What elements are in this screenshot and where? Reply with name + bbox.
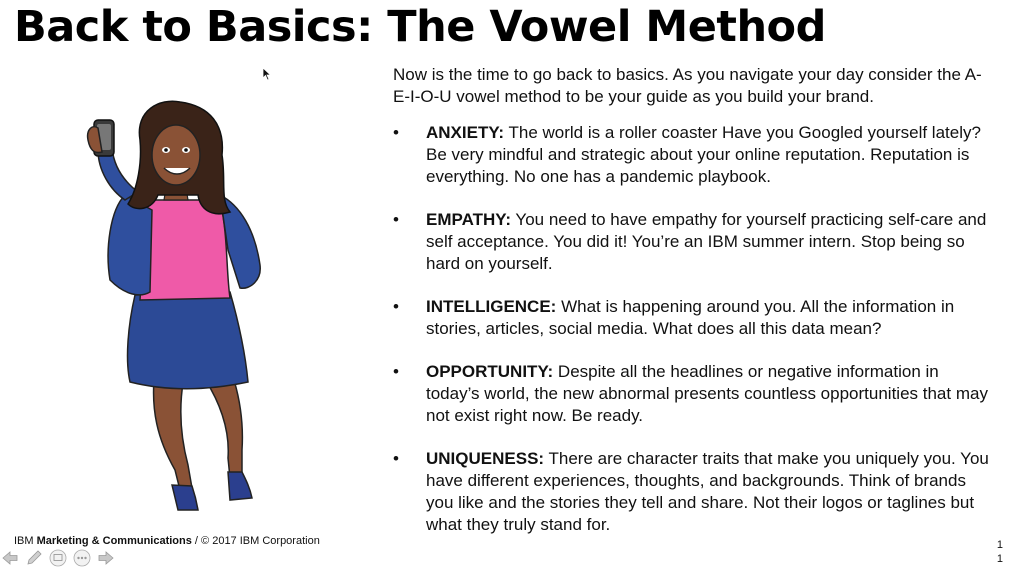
slide-number — [997, 538, 1003, 566]
more-options-button[interactable] — [72, 548, 92, 568]
previous-slide-button[interactable] — [0, 548, 20, 568]
slides-icon — [49, 549, 67, 567]
bullet-text: There are character traits that make you uniquely you. You have different experiences, thoughts, and backgrounds. Think of brands you like and the stories they tell and share. Not their logos or taglines but what they truly stand for. — [426, 449, 989, 534]
pen-icon — [25, 549, 43, 567]
bullet-opportunity — [393, 361, 993, 427]
bullet-term: OPPORTUNITY: — [426, 362, 554, 381]
slide-title: Back to Basics: The Vowel Method — [14, 2, 826, 52]
bullet-term: INTELLIGENCE: — [426, 297, 557, 316]
bullet-text: Despite all the headlines or negative information in today’s world, the new abnormal presents countless opportunities that may not exist right now. Be ready. — [426, 362, 988, 425]
bullet-glyph: • — [393, 362, 399, 381]
bullet-term: EMPATHY: — [426, 210, 511, 229]
vowel-bullet-list — [393, 122, 993, 536]
slide-number-line: 1 — [996, 539, 1003, 551]
bullet-glyph: • — [393, 449, 399, 468]
bullet-glyph: • — [393, 210, 399, 229]
bullet-term: ANXIETY: — [426, 123, 505, 142]
slide-footer — [14, 535, 320, 547]
pen-tool-button[interactable] — [24, 548, 44, 568]
bullet-glyph: • — [393, 123, 399, 142]
bullet-intelligence — [393, 296, 993, 340]
bullet-text: What is happening around you. All the information in stories, articles, social media. What does all this data mean? — [426, 297, 955, 338]
slide-body — [393, 64, 993, 557]
more-icon — [73, 549, 91, 567]
footer-department: Marketing & Communications — [36, 535, 192, 547]
businesswoman-illustration — [80, 100, 290, 520]
bullet-anxiety — [393, 122, 993, 188]
see-all-slides-button[interactable] — [48, 548, 68, 568]
bullet-term: UNIQUENESS: — [426, 449, 545, 468]
bullet-text: You need to have empathy for yourself practicing self-care and self acceptance. You did it! You’re an IBM summer intern. Stop being so hard on yourself. — [426, 210, 987, 273]
slide-number-line: 1 — [996, 553, 1003, 565]
footer-copyright: / © 2017 IBM Corporation — [191, 535, 320, 547]
bullet-uniqueness — [393, 448, 993, 536]
footer-brand: IBM — [14, 535, 34, 547]
presentation-toolbar — [0, 548, 116, 568]
bullet-glyph: • — [393, 297, 399, 316]
bullet-empathy — [393, 209, 993, 275]
mouse-cursor-icon — [262, 67, 272, 81]
bullet-text: The world is a roller coaster Have you Googled yourself lately? Be very mindful and strategic about your online reputation. Reputation is everything. No one has a pandemic playbook. — [426, 123, 981, 186]
forward-arrow-icon — [97, 550, 115, 566]
next-slide-button[interactable] — [96, 548, 116, 568]
intro-paragraph: Now is the time to go back to basics. As you navigate your day consider the A-E-I-O-U vowel method to be your guide as you build your brand. — [393, 65, 982, 106]
back-arrow-icon — [1, 550, 19, 566]
